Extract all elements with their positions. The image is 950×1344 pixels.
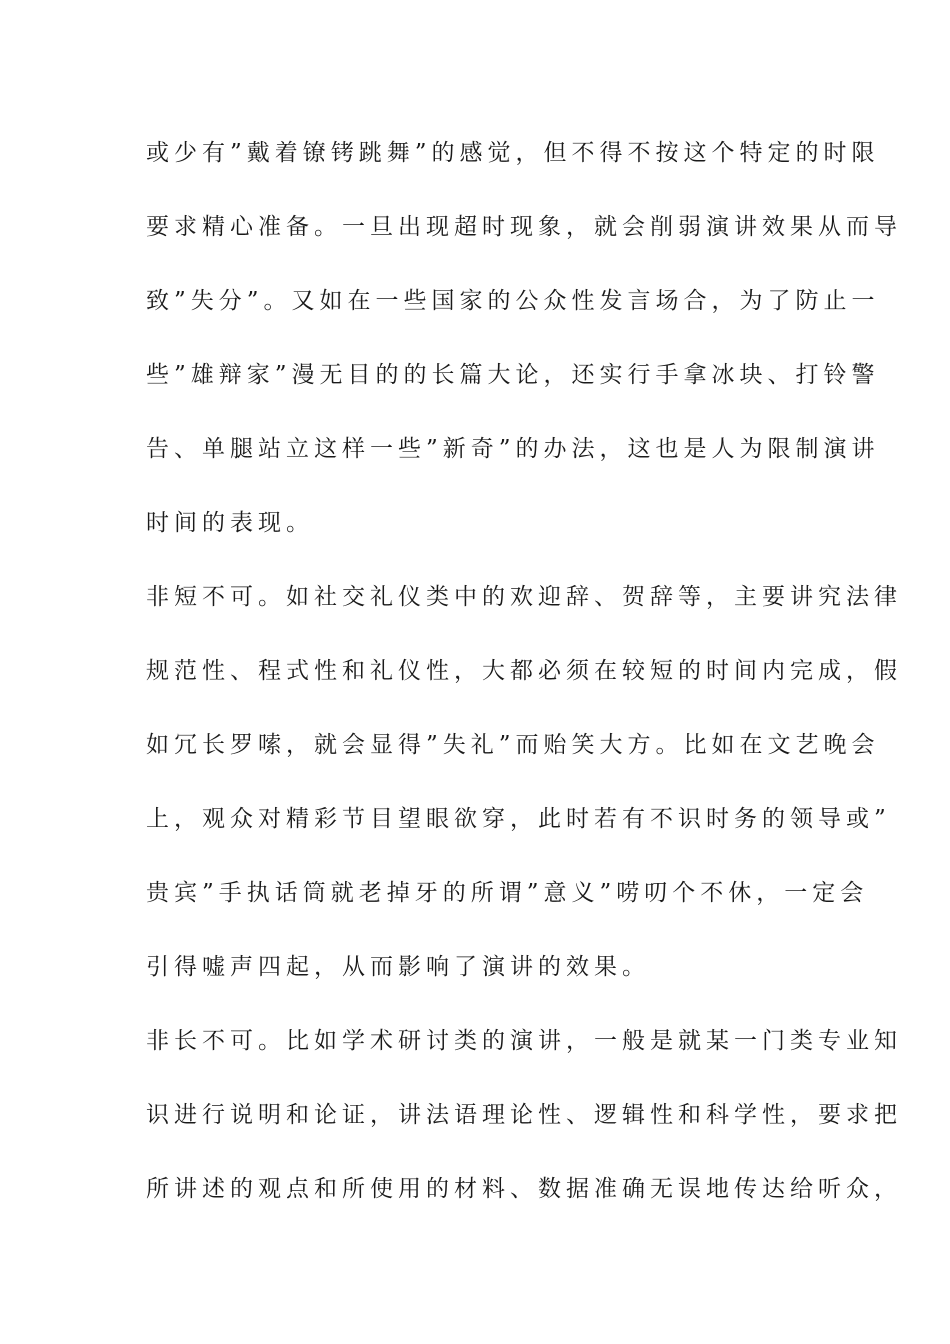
- body-text: [146, 126, 902, 1236]
- text-line: 时间的表现。: [146, 510, 314, 536]
- text-line: 非短不可。如社交礼仪类中的欢迎辞、贺辞等，主要讲究法律: [146, 584, 902, 610]
- paragraph-time-limit: [146, 126, 902, 570]
- text-line: 规范性、程式性和礼仪性，大都必须在较短的时间内完成，假: [146, 658, 902, 684]
- text-line: 要求精心准备。一旦出现超时现象，就会削弱演讲效果从而导: [146, 214, 902, 240]
- text-line: 所讲述的观点和所使用的材料、数据准确无误地传达给听众，: [146, 1176, 902, 1202]
- text-line: 告、单腿站立这样一些”新奇”的办法，这也是人为限制演讲: [146, 436, 880, 462]
- text-line: 引得嘘声四起，从而影响了演讲的效果。: [146, 954, 650, 980]
- paragraph-must-be-short: [146, 570, 902, 1014]
- text-line: 非长不可。比如学术研讨类的演讲，一般是就某一门类专业知: [146, 1028, 902, 1054]
- text-line: 致”失分”。又如在一些国家的公众性发言场合，为了防止一: [146, 288, 880, 314]
- text-line: 上，观众对精彩节目望眼欲穿，此时若有不识时务的领导或”: [146, 806, 891, 832]
- text-line: 贵宾”手执话筒就老掉牙的所谓”意义”唠叨个不休，一定会: [146, 880, 869, 906]
- text-line: 或少有”戴着镣铐跳舞”的感觉，但不得不按这个特定的时限: [146, 140, 880, 166]
- paragraph-must-be-long: [146, 1014, 902, 1236]
- text-line: 如冗长罗嗦，就会显得”失礼”而贻笑大方。比如在文艺晚会: [146, 732, 880, 758]
- text-line: 识进行说明和论证，讲法语理论性、逻辑性和科学性，要求把: [146, 1102, 902, 1128]
- text-line: 些”雄辩家”漫无目的的长篇大论，还实行手拿冰块、打铃警: [146, 362, 880, 388]
